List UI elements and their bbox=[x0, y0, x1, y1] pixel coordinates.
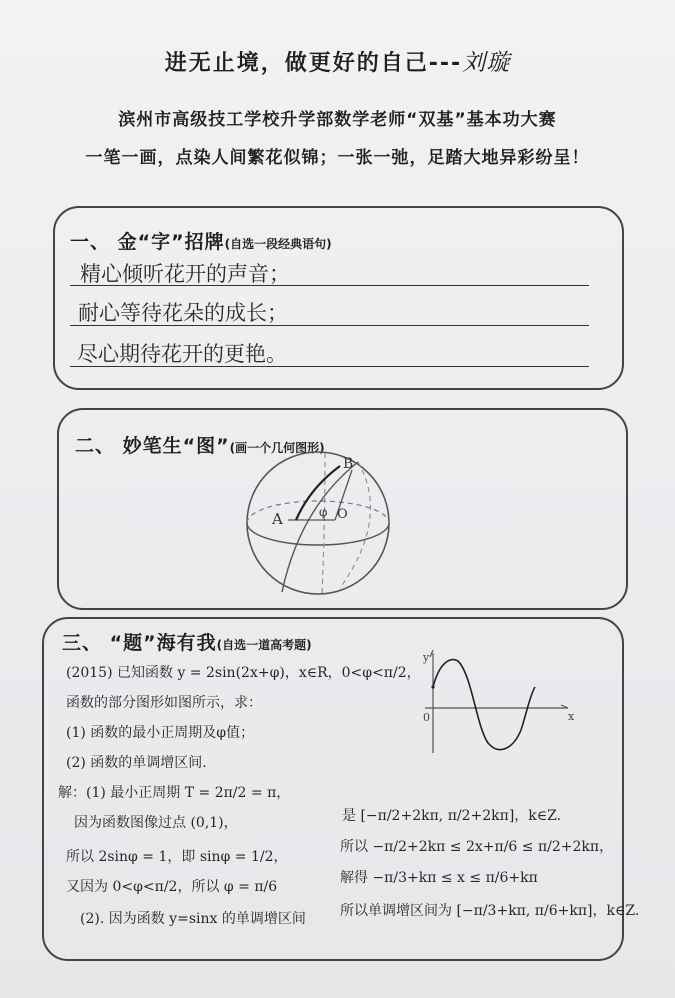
solution-line: 因为函数图像过点 (0,1)， bbox=[74, 815, 238, 831]
solution-line: 所以 −π/2+2kπ ≤ 2x+π/6 ≤ π/2+2kπ， bbox=[340, 839, 614, 855]
origin-label: 0 bbox=[423, 711, 430, 724]
angle-phi-label: φ bbox=[319, 505, 328, 519]
sine-graph bbox=[420, 645, 580, 757]
writing-rule bbox=[70, 285, 589, 286]
solution-line: 解：(1) 最小正周期 T = 2π/2 = π， bbox=[58, 785, 291, 801]
sphere-drawing bbox=[240, 448, 400, 598]
solution-line: 又因为 0<φ<π/2，所以 φ = π/6 bbox=[66, 879, 278, 895]
intercept-point bbox=[431, 685, 434, 688]
page-title bbox=[0, 44, 675, 77]
great-circle-back bbox=[340, 462, 370, 588]
solution-line: 解得 −π/3+kπ ≤ x ≤ π/6+kπ bbox=[340, 870, 538, 886]
section3-heading bbox=[62, 628, 312, 655]
problem-line: (2) 函数的单调增区间. bbox=[66, 755, 207, 771]
section1-heading bbox=[70, 227, 332, 254]
section3-title: 三、 “题”海有我 bbox=[62, 632, 217, 654]
point-a-label: A bbox=[272, 510, 283, 528]
contest-subtitle: 滨州市高级技工学校升学部数学老师“双基”基本功大赛 bbox=[118, 110, 557, 130]
writing-rule bbox=[70, 325, 589, 326]
section2-title: 二、 妙笔生“图” bbox=[75, 435, 230, 457]
solution-line: 所以单调增区间为 [−π/3+kπ, π/6+kπ]，k∈Z. bbox=[340, 903, 640, 919]
x-axis-label: x bbox=[568, 710, 575, 723]
problem-line: (1) 函数的最小正周期及φ值； bbox=[66, 725, 255, 741]
section1-note: (自选一段经典语句) bbox=[224, 237, 332, 251]
great-circle-arc bbox=[282, 462, 358, 592]
calligraphy-line: 耐心等待花朵的成长； bbox=[78, 301, 288, 325]
writing-rule bbox=[70, 366, 589, 367]
section2-note: (画一个几何图形) bbox=[229, 441, 325, 455]
sine-curve bbox=[433, 660, 535, 750]
equator-front bbox=[247, 523, 389, 545]
solution-line: 所以 2sinφ = 1，即 sinφ = 1/2， bbox=[66, 849, 288, 865]
point-o-label: O bbox=[337, 507, 348, 522]
problem-line: 函数的部分图形如图所示，求： bbox=[66, 695, 262, 711]
motto-line: 一笔一画，点染人间繁花似锦；一张一弛，足踏大地异彩纷呈！ bbox=[85, 148, 590, 168]
sphere-outline bbox=[247, 452, 389, 594]
section3-note: (自选一道高考题) bbox=[216, 638, 312, 652]
author-signature: 刘璇 bbox=[462, 50, 511, 76]
section1-title: 一、 金“字”招牌 bbox=[70, 231, 225, 253]
solution-line: 是 [−π/2+2kπ, π/2+2kπ]，k∈Z. bbox=[342, 808, 562, 824]
problem-line: (2015) 已知函数 y = 2sin(2x+φ)，x∈R，0<φ<π/2， bbox=[66, 665, 421, 681]
title-text: 进无止境，做更好的自己--- bbox=[164, 51, 463, 76]
arc-ab bbox=[296, 466, 340, 520]
calligraphy-line: 尽心期待花开的更艳。 bbox=[77, 342, 287, 366]
calligraphy-line: 精心倾听花开的声音； bbox=[80, 262, 290, 286]
meridian-dashed bbox=[322, 453, 325, 595]
point-b-label: B bbox=[343, 456, 354, 472]
y-axis-label: y bbox=[423, 651, 430, 664]
solution-line: (2). 因为函数 y=sinx 的单调增区间 bbox=[80, 911, 306, 927]
